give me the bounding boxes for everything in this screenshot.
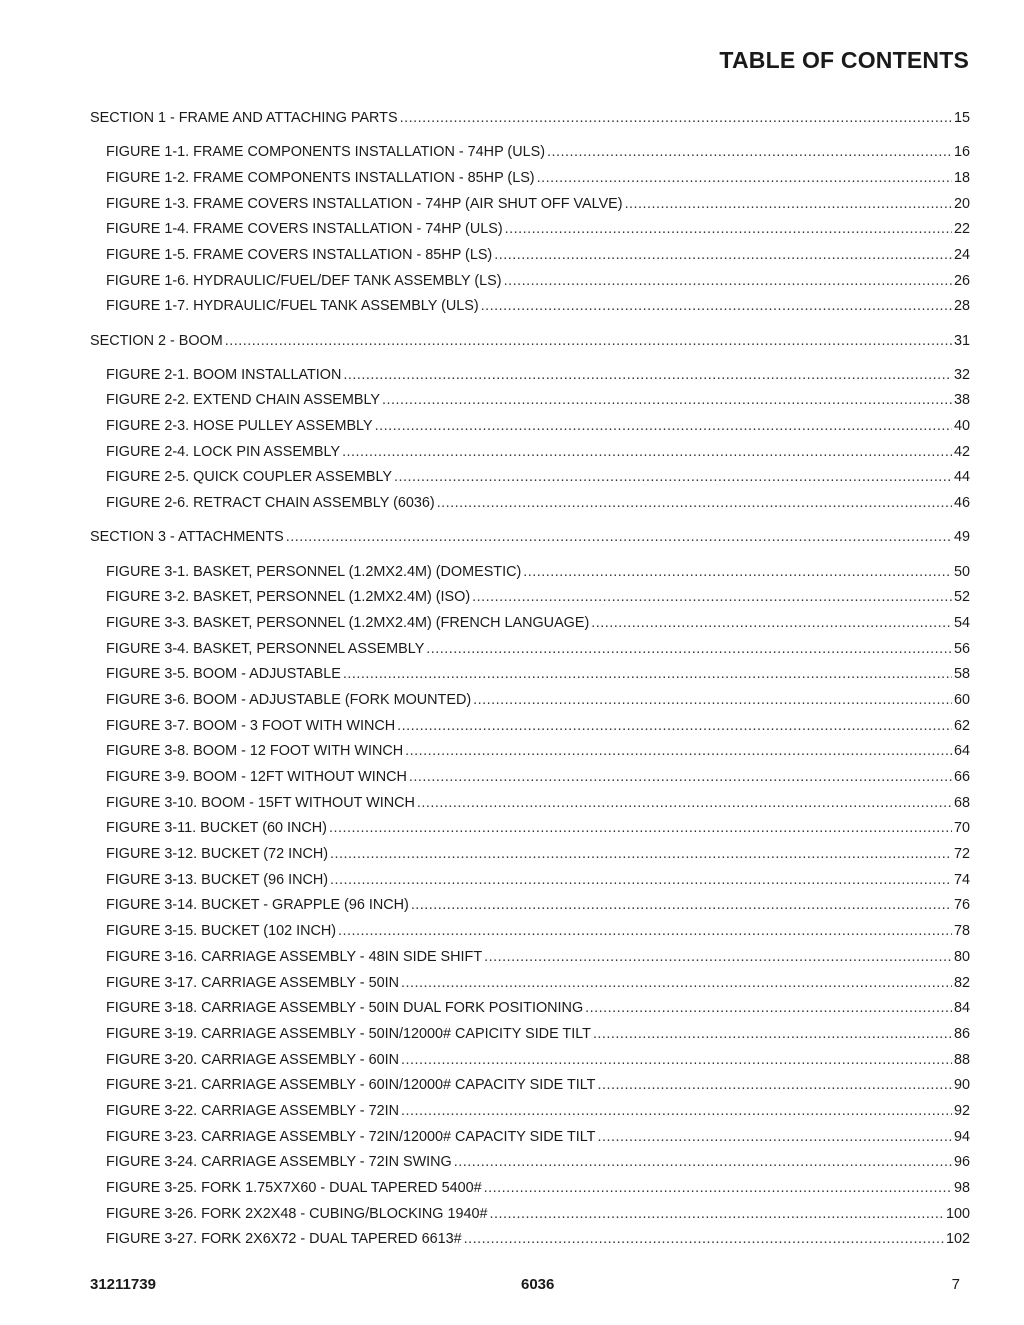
toc-entry-page: 60 [953, 691, 970, 708]
toc-entry-label: FIGURE 3-22. CARRIAGE ASSEMBLY - 72IN [106, 1102, 399, 1119]
dot-leader [494, 243, 952, 269]
dot-leader [593, 1022, 952, 1048]
toc-entry-page: 84 [953, 1000, 970, 1017]
toc-entry-page: 46 [953, 495, 970, 512]
dot-leader [394, 465, 952, 491]
toc-entry-label: FIGURE 1-3. FRAME COVERS INSTALLATION - 74HP (AIR SHUT OFF VALVE) [106, 195, 623, 212]
toc-figure-entry[interactable] [90, 1099, 970, 1125]
dot-leader [400, 106, 952, 132]
toc-entry-page: 76 [953, 897, 970, 914]
toc-entry-label: FIGURE 3-12. BUCKET (72 INCH) [106, 846, 329, 863]
toc-entry-page: 24 [953, 246, 970, 263]
toc-figure-entry[interactable] [90, 560, 970, 586]
dot-leader [523, 560, 952, 586]
toc-figure-entry[interactable] [90, 688, 970, 714]
toc-entry-label: FIGURE 3-10. BOOM - 15FT WITHOUT WINCH [106, 794, 415, 811]
dot-leader [382, 388, 952, 414]
dot-leader [473, 688, 952, 714]
toc-entry-label: FIGURE 3-11. BUCKET (60 INCH) [106, 820, 327, 837]
toc-entry-label: FIGURE 3-23. CARRIAGE ASSEMBLY - 72IN/12000# CAPACITY SIDE TILT [106, 1128, 596, 1145]
toc-entry-label: FIGURE 3-5. BOOM - ADJUSTABLE [106, 666, 341, 683]
toc-entry-page: 16 [953, 144, 970, 161]
toc-entry-label: FIGURE 3-14. BUCKET - GRAPPLE (96 INCH) [106, 897, 409, 914]
toc-figure-entry[interactable] [90, 140, 970, 166]
dot-leader [625, 192, 952, 218]
toc-entry-page: 40 [953, 418, 970, 435]
toc-entry-page: 80 [953, 948, 970, 965]
toc-section-entry[interactable] [90, 329, 970, 355]
toc-figure-entry[interactable] [90, 217, 970, 243]
toc-figure-entry[interactable] [90, 166, 970, 192]
toc-entry-label: FIGURE 3-25. FORK 1.75X7X60 - DUAL TAPERED 5400# [106, 1180, 482, 1196]
dot-leader [342, 440, 952, 466]
toc-figure-entry[interactable] [90, 611, 970, 637]
toc-entry-label: FIGURE 3-7. BOOM - 3 FOOT WITH WINCH [106, 717, 396, 734]
toc-entry-label: FIGURE 1-2. FRAME COMPONENTS INSTALLATION - 85HP (LS) [106, 169, 535, 186]
dot-leader [597, 1073, 952, 1099]
dot-leader [401, 1048, 952, 1074]
dot-leader [401, 971, 952, 997]
toc-entry-page: 70 [953, 820, 970, 837]
toc-entry-label: FIGURE 3-6. BOOM - ADJUSTABLE (FORK MOUNTED) [106, 691, 472, 708]
toc-entry-label: FIGURE 3-21. CARRIAGE ASSEMBLY - 60IN/12000# CAPACITY SIDE TILT [106, 1077, 596, 1094]
toc-entry-label: FIGURE 3-9. BOOM - 12FT WITHOUT WINCH [106, 769, 407, 785]
toc-figure-entry[interactable] [90, 637, 970, 663]
toc-entry-label: FIGURE 3-8. BOOM - 12 FOOT WITH WINCH [106, 743, 404, 760]
dot-leader [330, 842, 952, 868]
toc-entry-page: 74 [953, 871, 970, 888]
toc-figure-entry[interactable] [90, 919, 970, 945]
toc-entry-page: 31 [953, 332, 970, 349]
toc-entry-page: 94 [953, 1128, 970, 1145]
toc-entry-label: FIGURE 3-27. FORK 2X6X72 - DUAL TAPERED 6613# [106, 1231, 462, 1248]
toc-entry-page: 52 [953, 589, 970, 606]
toc-entry-label: FIGURE 1-1. FRAME COMPONENTS INSTALLATION - 74HP (ULS) [106, 144, 545, 161]
toc-figure-entry[interactable] [90, 1125, 970, 1151]
toc-figure-entry[interactable] [90, 1150, 970, 1176]
toc-figure-entry[interactable] [90, 1176, 970, 1202]
dot-leader [375, 414, 952, 440]
toc-entry-page: 50 [953, 563, 970, 580]
toc-entry-page: 42 [953, 443, 970, 460]
toc-figure-entry[interactable] [90, 363, 970, 389]
toc-figure-entry[interactable] [90, 1227, 970, 1253]
toc-figure-entry[interactable] [90, 842, 970, 868]
toc-entry-label: FIGURE 3-4. BASKET, PERSONNEL ASSEMBLY [106, 640, 425, 657]
dot-leader [411, 893, 952, 919]
toc-entry-label: FIGURE 2-4. LOCK PIN ASSEMBLY [106, 443, 341, 460]
toc-figure-entry[interactable] [90, 243, 970, 269]
toc-entry-page: 28 [953, 298, 970, 315]
toc-entry-page: 22 [953, 221, 970, 238]
toc-entry-label: FIGURE 2-2. EXTEND CHAIN ASSEMBLY [106, 392, 381, 409]
toc-entry-label: FIGURE 3-3. BASKET, PERSONNEL (1.2MX2.4M) (FRENCH LANGUAGE) [106, 614, 590, 631]
toc-entry-label: FIGURE 3-18. CARRIAGE ASSEMBLY - 50IN DUAL FORK POSITIONING [106, 1000, 584, 1017]
toc-entry-label: SECTION 3 - ATTACHMENTS [90, 529, 284, 546]
toc-entry-page: 58 [953, 666, 970, 683]
toc-section-entry[interactable] [90, 106, 970, 132]
toc-entry-page: 90 [953, 1077, 970, 1094]
toc-entry-label: FIGURE 2-5. QUICK COUPLER ASSEMBLY [106, 469, 393, 486]
toc-entry-page: 32 [953, 366, 970, 383]
dot-leader [401, 1099, 952, 1125]
toc-entry-label: FIGURE 2-6. RETRACT CHAIN ASSEMBLY (6036) [106, 495, 435, 512]
toc-figure-entry[interactable] [90, 269, 970, 295]
toc-entry-page: 92 [953, 1102, 970, 1119]
toc-figure-entry[interactable] [90, 971, 970, 997]
table-of-contents [90, 106, 970, 1253]
dot-leader [426, 637, 952, 663]
toc-entry-label: FIGURE 3-17. CARRIAGE ASSEMBLY - 50IN [106, 974, 399, 991]
toc-entry-label: FIGURE 1-6. HYDRAULIC/FUEL/DEF TANK ASSEMBLY (LS) [106, 272, 502, 289]
toc-entry-label: FIGURE 3-1. BASKET, PERSONNEL (1.2MX2.4M) (DOMESTIC) [106, 563, 522, 580]
toc-figure-entry[interactable] [90, 893, 970, 919]
toc-entry-label: FIGURE 3-2. BASKET, PERSONNEL (1.2MX2.4M) (ISO) [106, 589, 471, 606]
toc-figure-entry[interactable] [90, 1022, 970, 1048]
toc-figure-entry[interactable] [90, 192, 970, 218]
toc-figure-entry[interactable] [90, 1073, 970, 1099]
toc-entry-page: 98 [953, 1180, 970, 1196]
dot-leader [484, 945, 952, 971]
dot-leader [537, 166, 952, 192]
dot-leader [409, 765, 952, 791]
toc-entry-page: 102 [945, 1231, 970, 1248]
footer-page-number: 7 [951, 1276, 960, 1293]
toc-entry-page: 44 [953, 469, 970, 486]
dot-leader [547, 140, 952, 166]
toc-figure-entry[interactable] [90, 816, 970, 842]
dot-leader [597, 1125, 952, 1151]
toc-figure-entry[interactable] [90, 465, 970, 491]
dot-leader [338, 919, 952, 945]
dot-leader [286, 525, 952, 551]
toc-entry-label: FIGURE 3-16. CARRIAGE ASSEMBLY - 48IN SIDE SHIFT [106, 948, 483, 965]
dot-leader [585, 996, 952, 1022]
toc-entry-label: FIGURE 3-24. CARRIAGE ASSEMBLY - 72IN SWING [106, 1154, 452, 1171]
toc-figure-entry[interactable] [90, 585, 970, 611]
toc-entry-page: 96 [953, 1154, 970, 1171]
toc-figure-entry[interactable] [90, 388, 970, 414]
toc-figure-entry[interactable] [90, 791, 970, 817]
dot-leader [505, 217, 952, 243]
dot-leader [484, 1176, 952, 1202]
toc-entry-label: FIGURE 1-4. FRAME COVERS INSTALLATION - 74HP (ULS) [106, 221, 503, 238]
toc-figure-entry[interactable] [90, 491, 970, 517]
toc-figure-entry[interactable] [90, 1202, 970, 1228]
dot-leader [330, 868, 952, 894]
toc-entry-label: FIGURE 3-26. FORK 2X2X48 - CUBING/BLOCKING 1940# [106, 1205, 488, 1222]
page-footer [90, 1276, 960, 1296]
dot-leader [591, 611, 952, 637]
toc-figure-entry[interactable] [90, 765, 970, 791]
dot-leader [343, 363, 952, 389]
toc-figure-entry[interactable] [90, 945, 970, 971]
toc-entry-label: FIGURE 1-5. FRAME COVERS INSTALLATION - 85HP (LS) [106, 246, 493, 263]
toc-figure-entry[interactable] [90, 294, 970, 320]
dot-leader [397, 714, 952, 740]
footer-doc-number: 31211739 [90, 1276, 156, 1293]
toc-entry-page: 20 [953, 195, 970, 212]
toc-entry-page: 54 [953, 614, 970, 631]
toc-figure-entry[interactable] [90, 996, 970, 1022]
toc-entry-label: FIGURE 3-13. BUCKET (96 INCH) [106, 871, 329, 888]
toc-entry-page: 49 [953, 529, 970, 546]
toc-entry-page: 82 [953, 974, 970, 991]
toc-entry-label: FIGURE 3-20. CARRIAGE ASSEMBLY - 60IN [106, 1051, 399, 1068]
toc-entry-page: 86 [953, 1025, 970, 1042]
toc-section-entry[interactable] [90, 525, 970, 551]
toc-entry-page: 66 [953, 769, 970, 785]
dot-leader [343, 662, 952, 688]
dot-leader [472, 585, 952, 611]
dot-leader [405, 739, 952, 765]
page-title: TABLE OF CONTENTS [719, 47, 969, 73]
toc-entry-page: 26 [953, 272, 970, 289]
toc-figure-entry[interactable] [90, 1048, 970, 1074]
toc-figure-entry[interactable] [90, 714, 970, 740]
toc-entry-label: FIGURE 2-1. BOOM INSTALLATION [106, 366, 342, 383]
toc-entry-page: 18 [953, 169, 970, 186]
toc-figure-entry[interactable] [90, 868, 970, 894]
toc-entry-page: 15 [953, 110, 970, 126]
toc-entry-label: FIGURE 2-3. HOSE PULLEY ASSEMBLY [106, 418, 373, 435]
dot-leader [504, 269, 952, 295]
toc-figure-entry[interactable] [90, 414, 970, 440]
toc-entry-label: FIGURE 1-7. HYDRAULIC/FUEL TANK ASSEMBLY (ULS) [106, 298, 479, 315]
toc-figure-entry[interactable] [90, 662, 970, 688]
dot-leader [454, 1150, 952, 1176]
dot-leader [464, 1227, 944, 1253]
footer-model: 6036 [521, 1276, 555, 1293]
toc-figure-entry[interactable] [90, 739, 970, 765]
toc-entry-page: 62 [953, 717, 970, 734]
dot-leader [225, 329, 952, 355]
toc-entry-page: 100 [945, 1205, 970, 1222]
dot-leader [437, 491, 952, 517]
toc-figure-entry[interactable] [90, 440, 970, 466]
toc-entry-label: FIGURE 3-19. CARRIAGE ASSEMBLY - 50IN/12000# CAPICITY SIDE TILT [106, 1025, 591, 1042]
toc-entry-page: 88 [953, 1051, 970, 1068]
toc-entry-label: SECTION 1 - FRAME AND ATTACHING PARTS [90, 110, 398, 126]
toc-entry-page: 72 [953, 846, 970, 863]
toc-entry-label: FIGURE 3-15. BUCKET (102 INCH) [106, 923, 337, 940]
dot-leader [329, 816, 952, 842]
dot-leader [417, 791, 952, 817]
toc-entry-label: SECTION 2 - BOOM [90, 332, 223, 349]
toc-entry-page: 64 [953, 743, 970, 760]
toc-entry-page: 56 [953, 640, 970, 657]
toc-entry-page: 78 [953, 923, 970, 940]
dot-leader [481, 294, 952, 320]
dot-leader [490, 1202, 944, 1228]
toc-entry-page: 38 [953, 392, 970, 409]
toc-entry-page: 68 [953, 794, 970, 811]
